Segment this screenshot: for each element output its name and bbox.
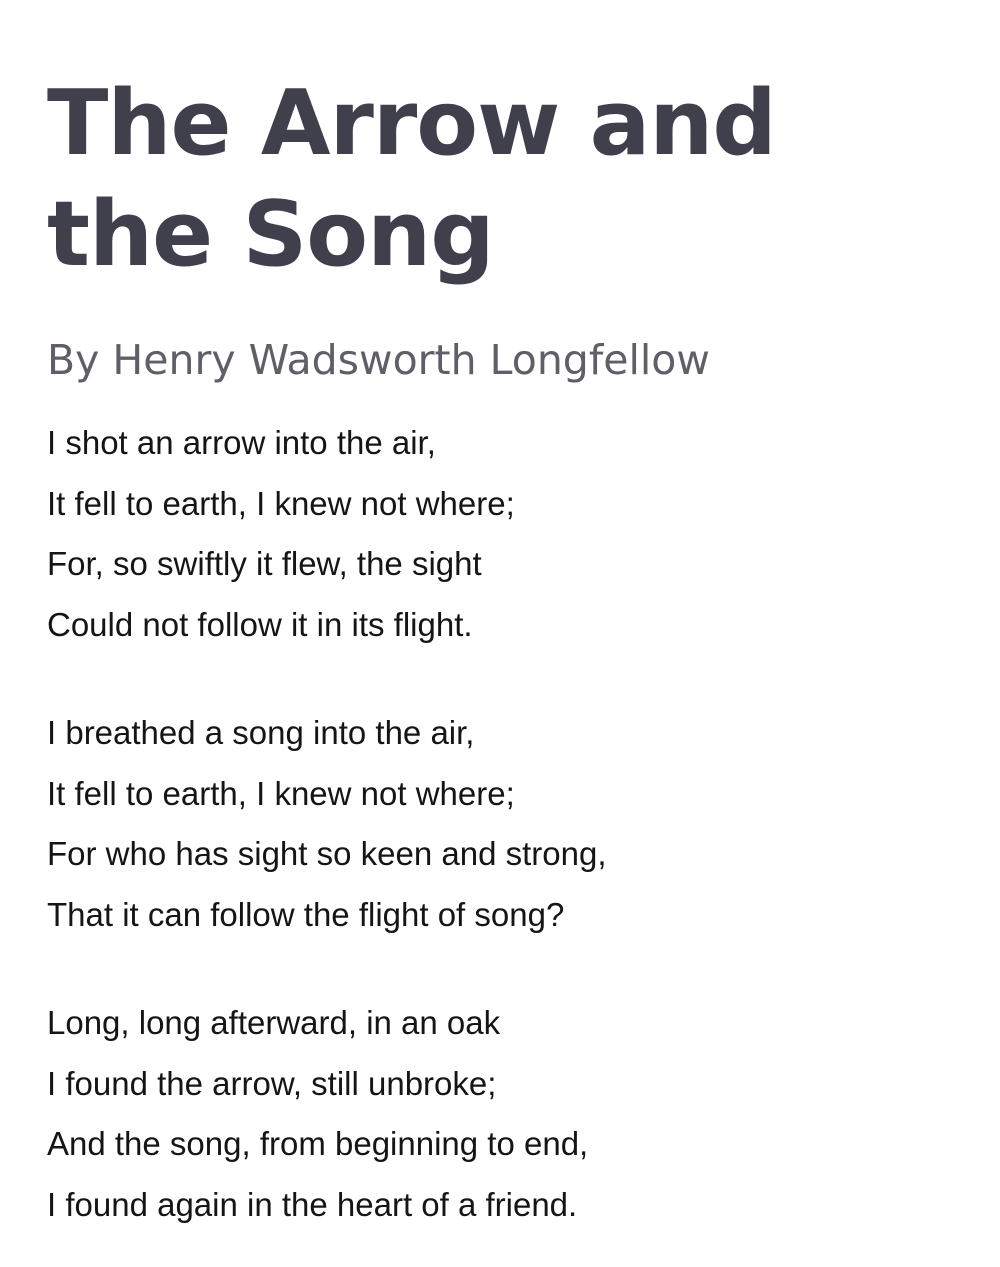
poem-byline: By Henry Wadsworth Longfellow: [47, 336, 710, 384]
stanza-1-line-2: It fell to earth, I knew not where;: [47, 484, 515, 522]
stanza-2-line-2: It fell to earth, I knew not where;: [47, 774, 515, 812]
poem-title-line-1: The Arrow and: [47, 71, 776, 176]
stanza-1-line-4: Could not follow it in its flight.: [47, 605, 473, 643]
stanza-1-line-1: I shot an arrow into the air,: [47, 424, 436, 461]
stanza-2-line-4: That it can follow the flight of song?: [47, 895, 565, 933]
stanza-2-line-1: I breathed a song into the air,: [47, 714, 475, 751]
stanza-1: [47, 413, 515, 655]
stanza-2-line-3: For who has sight so keen and strong,: [47, 835, 607, 872]
stanza-1-line-3: For, so swiftly it flew, the sight: [47, 545, 482, 582]
poem-title: [47, 68, 947, 290]
stanza-3-line-1: Long, long afterward, in an oak: [47, 1004, 501, 1041]
poem-title-line-2: the Song: [47, 182, 494, 287]
stanza-3-line-3: And the song, from beginning to end,: [47, 1125, 589, 1162]
stanza-3-line-4: I found again in the heart of a friend.: [47, 1185, 578, 1223]
stanza-3-line-2: I found the arrow, still unbroke;: [47, 1064, 497, 1102]
stanza-3: [47, 993, 588, 1235]
stanza-2: [47, 703, 607, 945]
